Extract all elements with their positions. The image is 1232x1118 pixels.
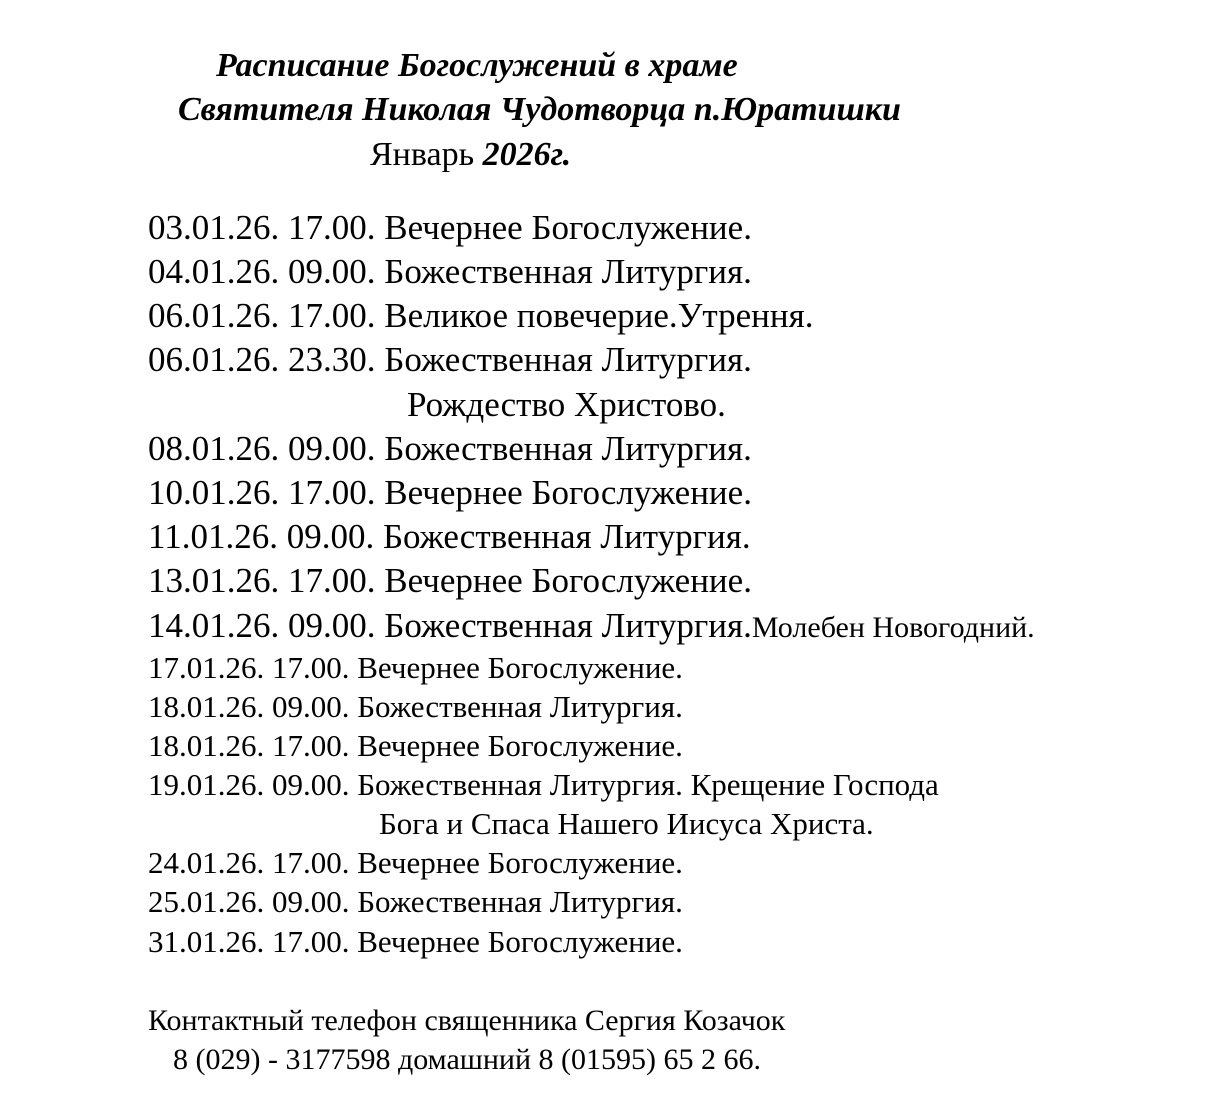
schedule-entry: 06.01.26. 17.00. Великое повечерие.Утрення. xyxy=(148,296,814,335)
schedule-entry: 13.01.26. 17.00. Вечернее Богослужение. xyxy=(148,561,752,600)
schedule-entry: 03.01.26. 17.00. Вечернее Богослужение. xyxy=(148,208,752,247)
schedule-entry-addon: Молебен Новогодний. xyxy=(751,611,1035,644)
schedule-entry: 25.01.26. 09.00. Божественная Литургия. xyxy=(148,884,683,919)
schedule-entry: 19.01.26. 09.00. Божественная Литургия. Крещение Господа xyxy=(148,767,939,802)
schedule-entry: 14.01.26. 09.00. Божественная Литургия.Молебен Новогодний. xyxy=(148,606,1035,645)
schedule-entry-continuation: Бога и Спаса Нашего Иисуса Христа. xyxy=(379,806,874,841)
schedule-entry: 18.01.26. 09.00. Божественная Литургия. xyxy=(148,689,683,724)
month-year xyxy=(370,135,571,175)
title-line-2: Святителя Николая Чудотворца п.Юратишки xyxy=(178,91,901,128)
schedule-entry: 31.01.26. 17.00. Вечернее Богослужение. xyxy=(148,924,683,959)
month-label: Январь xyxy=(370,136,475,173)
schedule-entry: 24.01.26. 17.00. Вечернее Богослужение. xyxy=(148,845,683,880)
schedule-entry: 17.01.26. 17.00. Вечернее Богослужение. xyxy=(148,650,683,685)
schedule-entry: 06.01.26. 23.30. Божественная Литургия. xyxy=(148,340,752,379)
schedule-entry: 11.01.26. 09.00. Божественная Литургия. xyxy=(148,517,751,556)
schedule-entry: 10.01.26. 17.00. Вечернее Богослужение. xyxy=(148,473,752,512)
contact-line-1: Контактный телефон священника Сергия Козачок xyxy=(148,1004,786,1037)
schedule-entry: 08.01.26. 09.00. Божественная Литургия. xyxy=(148,429,752,468)
contact-line-2: 8 (029) - 3177598 домашний 8 (01595) 65 2 66. xyxy=(173,1043,762,1076)
schedule-entry-continuation: Рождество Христово. xyxy=(407,385,726,424)
year-label: 2026г. xyxy=(482,136,572,173)
schedule-entry: 18.01.26. 17.00. Вечернее Богослужение. xyxy=(148,728,683,763)
title-line-1: Расписание Богослужений в храме xyxy=(216,47,738,84)
schedule-entry: 04.01.26. 09.00. Божественная Литургия. xyxy=(148,252,752,291)
